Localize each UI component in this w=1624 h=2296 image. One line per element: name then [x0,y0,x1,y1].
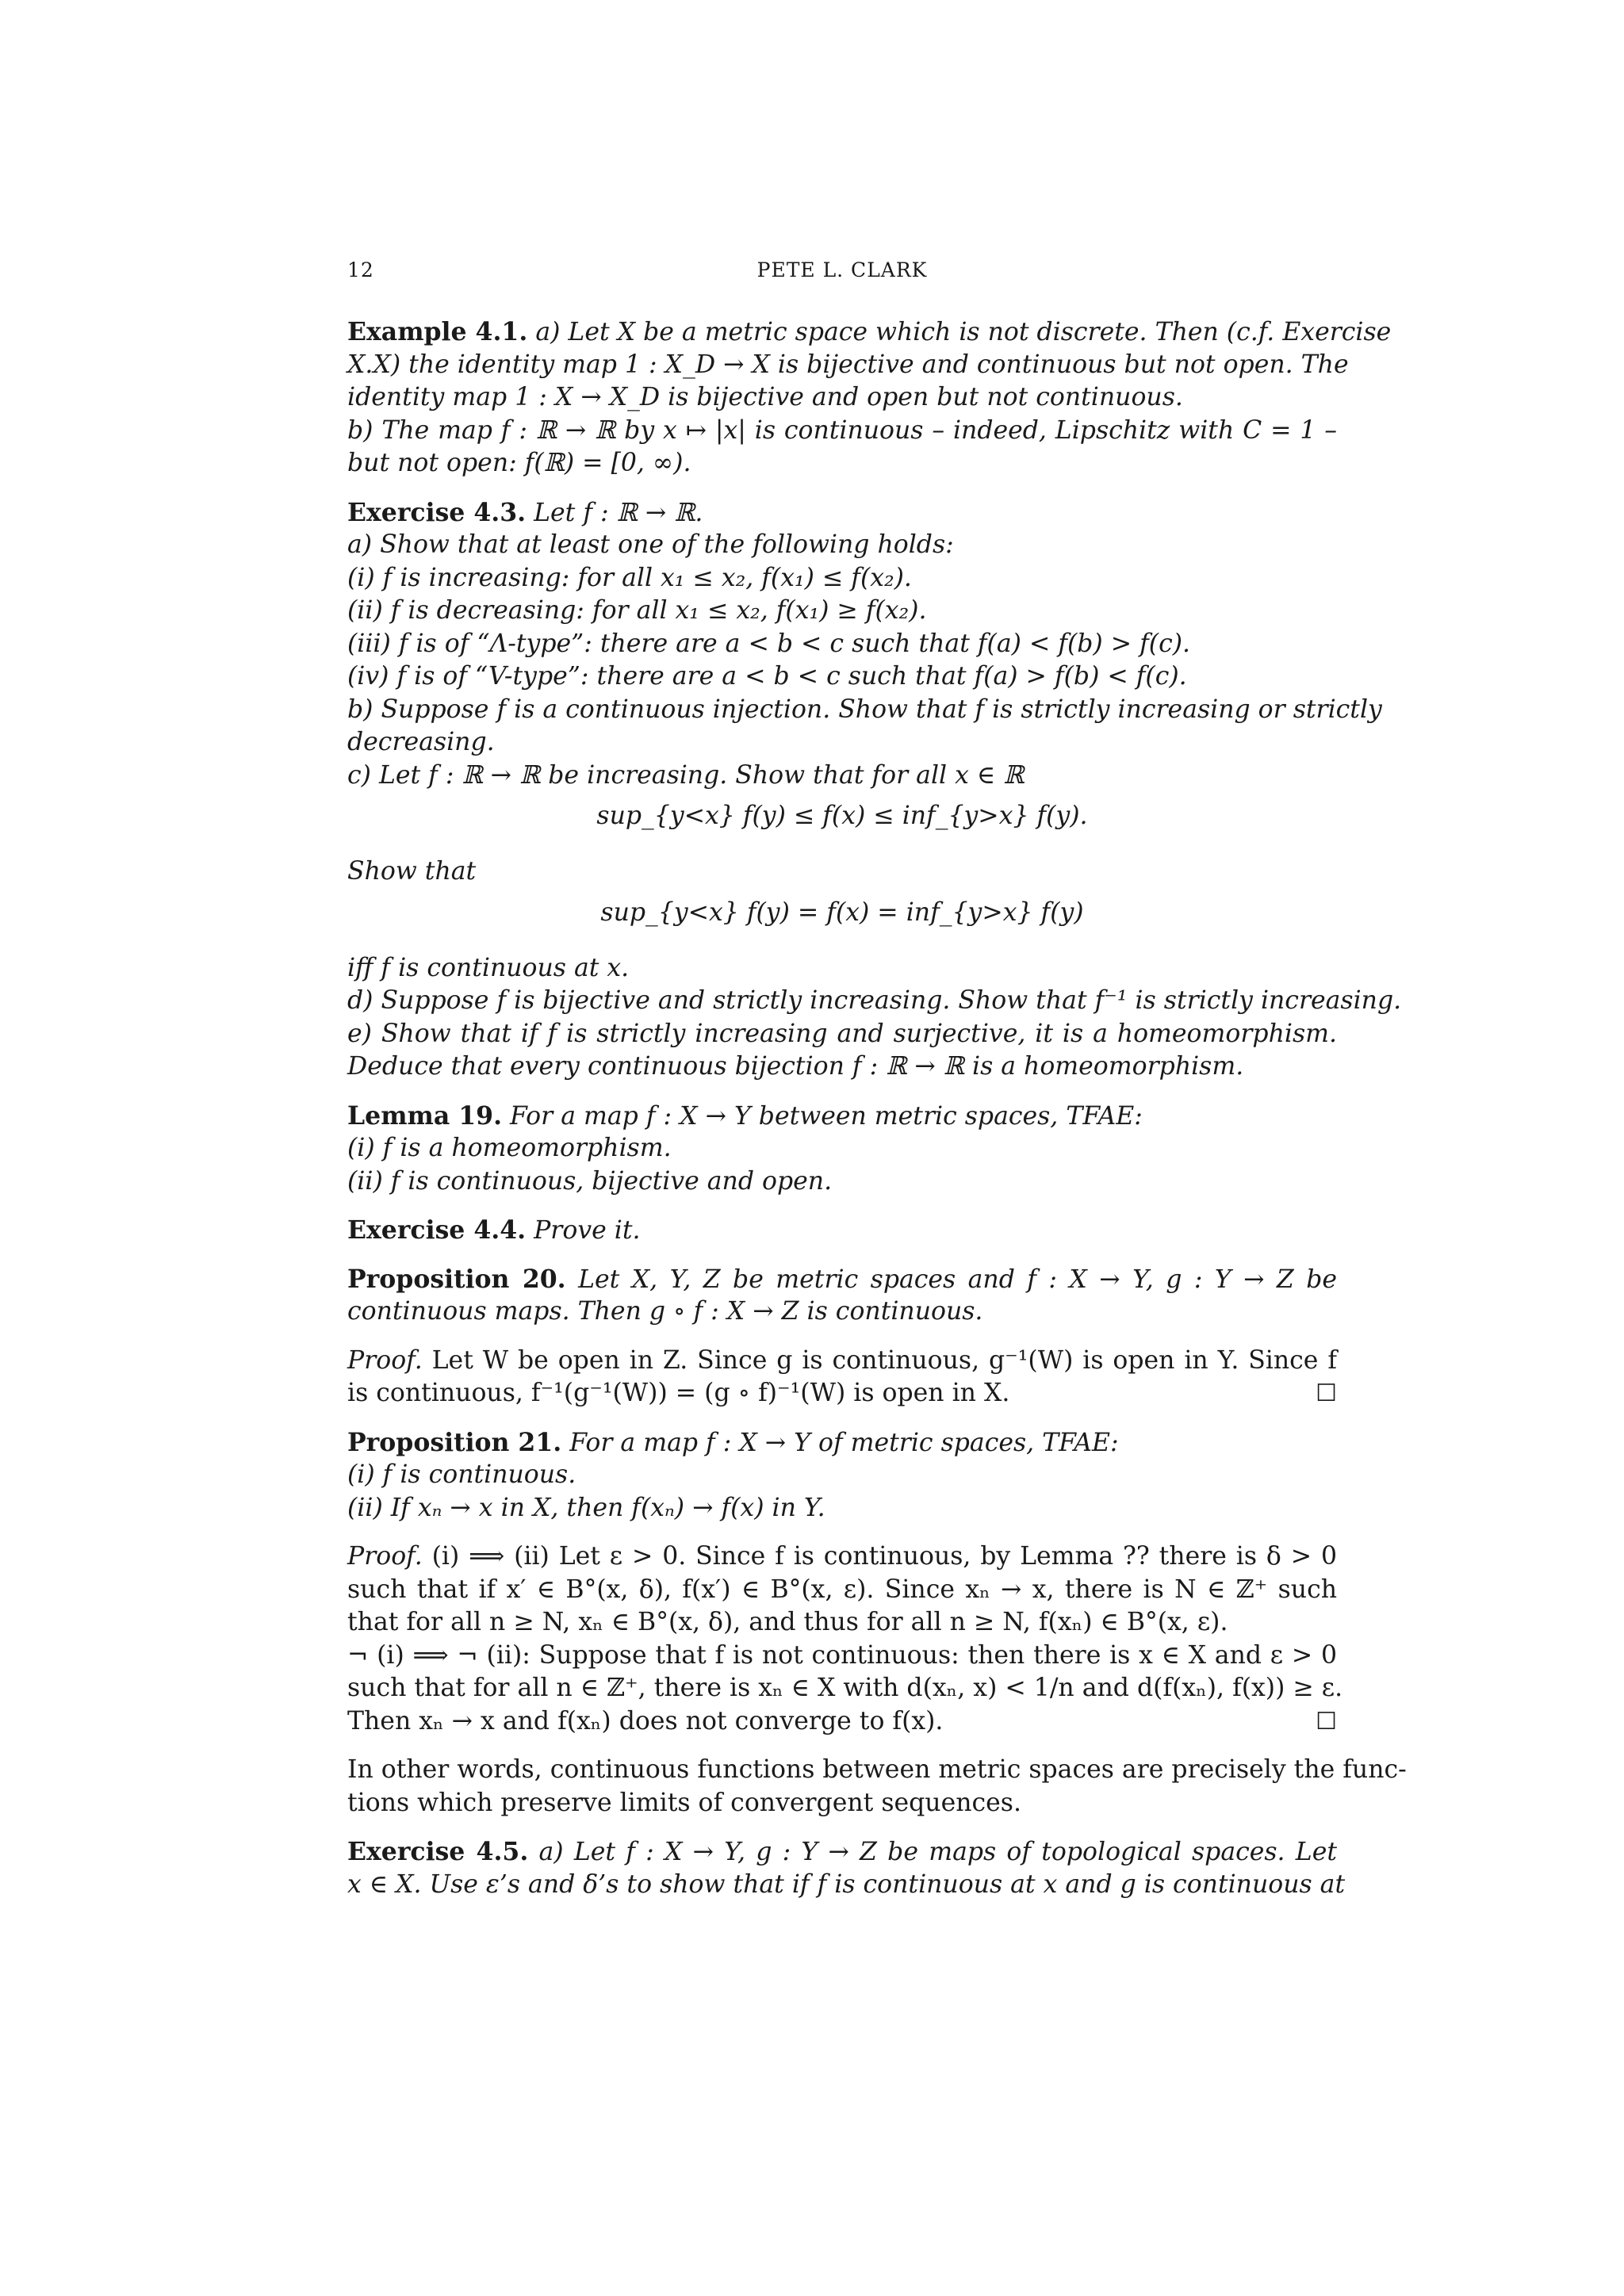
remark-paragraph [347,1754,1407,1820]
text-span: Let W be open in Z. Since g is continuous, g⁻¹(W) is open in Y. Since f [431,1345,1337,1375]
text-line [347,1426,1337,1460]
text-line: e) Show that if f is strictly increasing and surjective, it is a homeomorphism. [347,1019,1337,1048]
text-span: Let X, Y, Z be metric spaces and f : X → Y, g : Y → Z be [578,1265,1338,1294]
text-span: For a map f : X → Y of metric spaces, TFAE: [569,1428,1119,1457]
text-span: Then xₙ → x and f(xₙ) does not converge to f(x). [347,1706,944,1735]
text-span: Prove it. [534,1216,641,1245]
exercise-heading: Exercise 4.3. [347,497,527,527]
text-line: decreasing. [347,728,495,756]
proposition-20 [347,1263,1337,1329]
example-4-1 [347,316,1392,480]
text-line: such that if x′ ∈ B°(x, δ), f(x′) ∈ B°(x, ε). Since xₙ → x, there is N ∈ ℤ⁺ such [347,1575,1337,1604]
text-line: such that for all n ∈ ℤ⁺, there is xₙ ∈ X with d(xₙ, x) < 1/n and d(f(xₙ), f(x)) ≥ ε. [347,1674,1343,1702]
text-line: (ii) f is decreasing: for all x₁ ≤ x₂, f(x₁) ≥ f(x₂). [347,596,927,625]
text-line: (iv) f is of “V-type”: there are a < b < c such that f(a) > f(b) < f(c). [347,662,1187,691]
proposition-21 [347,1426,1337,1525]
qed-box-icon: ☐ [1316,1380,1337,1407]
text-line: a) Show that at least one of the following holds: [347,530,954,559]
text-line [347,496,1337,530]
exercise-heading: Exercise 4.4. [347,1215,527,1245]
text-line: (iii) f is of “Λ-type”: there are a < b < c such that f(a) < f(b) > f(c). [347,629,1191,658]
display-equation: sup_{y<x} f(y) ≤ f(x) ≤ inf_{y>x} f(y). [596,802,1088,830]
text-line [347,1705,1337,1739]
text-line: c) Let f : ℝ → ℝ be increasing. Show that for all x ∈ ℝ [347,760,1025,790]
text-line: that for all n ≥ N, xₙ ∈ B°(x, δ), and thus for all n ≥ N, f(xₙ) ∈ B°(x, ε). [347,1608,1228,1636]
text-line [347,1263,1337,1296]
text-line: tions which preserve limits of convergent sequences. [347,1788,1021,1817]
proof-label: Proof. [347,1345,423,1375]
text-span: (i) ⟹ (ii) Let ε > 0. Since f is continuous, by Lemma ?? there is δ > 0 [431,1542,1337,1571]
text-line [347,1100,1337,1133]
text-span: Let f : ℝ → ℝ. [534,498,703,527]
running-head [347,258,1337,290]
text-line [347,1377,1337,1410]
proposition-heading: Proposition 20. [347,1264,566,1294]
text-line: (i) f is a homeomorphism. [347,1134,672,1162]
text-line: continuous maps. Then g ∘ f : X → Z is continuous. [347,1297,983,1326]
text-line: In other words, continuous functions between metric spaces are precisely the func- [347,1755,1407,1784]
page-body [347,316,1407,1917]
text-line: b) Suppose f is a continuous injection. Show that f is strictly increasing or strictly [347,695,1382,724]
text-line: Deduce that every continuous bijection f : ℝ → ℝ is a homeomorphism. [347,1052,1244,1081]
proof-label: Proof. [347,1542,423,1571]
text-line: x ∈ X. Use ε’s and δ’s to show that if f is continuous at x and g is continuous at [347,1869,1346,1899]
text-line: (i) f is increasing: for all x₁ ≤ x₂, f(x₁) ≤ f(x₂). [347,563,912,592]
text-line [347,1214,1337,1247]
exercise-4-3 [347,496,1402,1084]
text-line: (i) f is continuous. [347,1460,576,1489]
text-line: but not open: f(ℝ) = [0, ∞). [347,449,691,477]
exercise-4-5 [347,1835,1346,1901]
proof-20 [347,1345,1337,1410]
text-span: a) Let f : X → Y, g : Y → Z be maps of topological spaces. Let [538,1838,1338,1866]
text-line: (ii) If xₙ → x in X, then f(xₙ) → f(x) in Y. [347,1493,825,1522]
text-line [347,1540,1337,1574]
text-line [347,1835,1337,1869]
text-line [347,316,1392,349]
text-line: identity map 1 : X → X_D is bijective and open but not continuous. [347,383,1183,411]
proof-21 [347,1540,1343,1738]
text-span: a) Let X be a metric space which is not discrete. Then (c.f. Exercise [535,318,1392,346]
exercise-4-4 [347,1214,1337,1247]
text-span: is continuous, f⁻¹(g⁻¹(W)) = (g ∘ f)⁻¹(W) is open in X. [347,1379,1010,1407]
exercise-heading: Exercise 4.5. [347,1837,529,1866]
text-line: X.X) the identity map 1 : X_D → X is bijective and continuous but not open. The [347,350,1349,379]
text-line: d) Suppose f is bijective and strictly increasing. Show that f⁻¹ is strictly increasing. [347,986,1402,1015]
author-head: PETE L. CLARK [756,258,928,281]
text-line: (ii) f is continuous, bijective and open. [347,1166,833,1196]
text-line: ¬ (i) ⟹ ¬ (ii): Suppose that f is not continuous: then there is x ∈ X and ε > 0 [347,1640,1337,1670]
text-span: For a map f : X → Y between metric spaces, TFAE: [510,1101,1143,1131]
qed-box-icon: ☐ [1316,1707,1337,1735]
display-equation: sup_{y<x} f(y) = f(x) = inf_{y>x} f(y) [600,897,1084,927]
lemma-heading: Lemma 19. [347,1100,503,1131]
text-line: Show that [347,857,477,886]
text-line: iff f is continuous at x. [347,953,630,982]
text-line: b) The map f : ℝ → ℝ by x ↦ |x| is continuous – indeed, Lipschitz with C = 1 – [347,415,1337,445]
lemma-19 [347,1100,1337,1199]
page-number: 12 [347,258,374,281]
proposition-heading: Proposition 21. [347,1427,562,1457]
text-line [347,1345,1337,1378]
example-heading: Example 4.1. [347,317,528,346]
